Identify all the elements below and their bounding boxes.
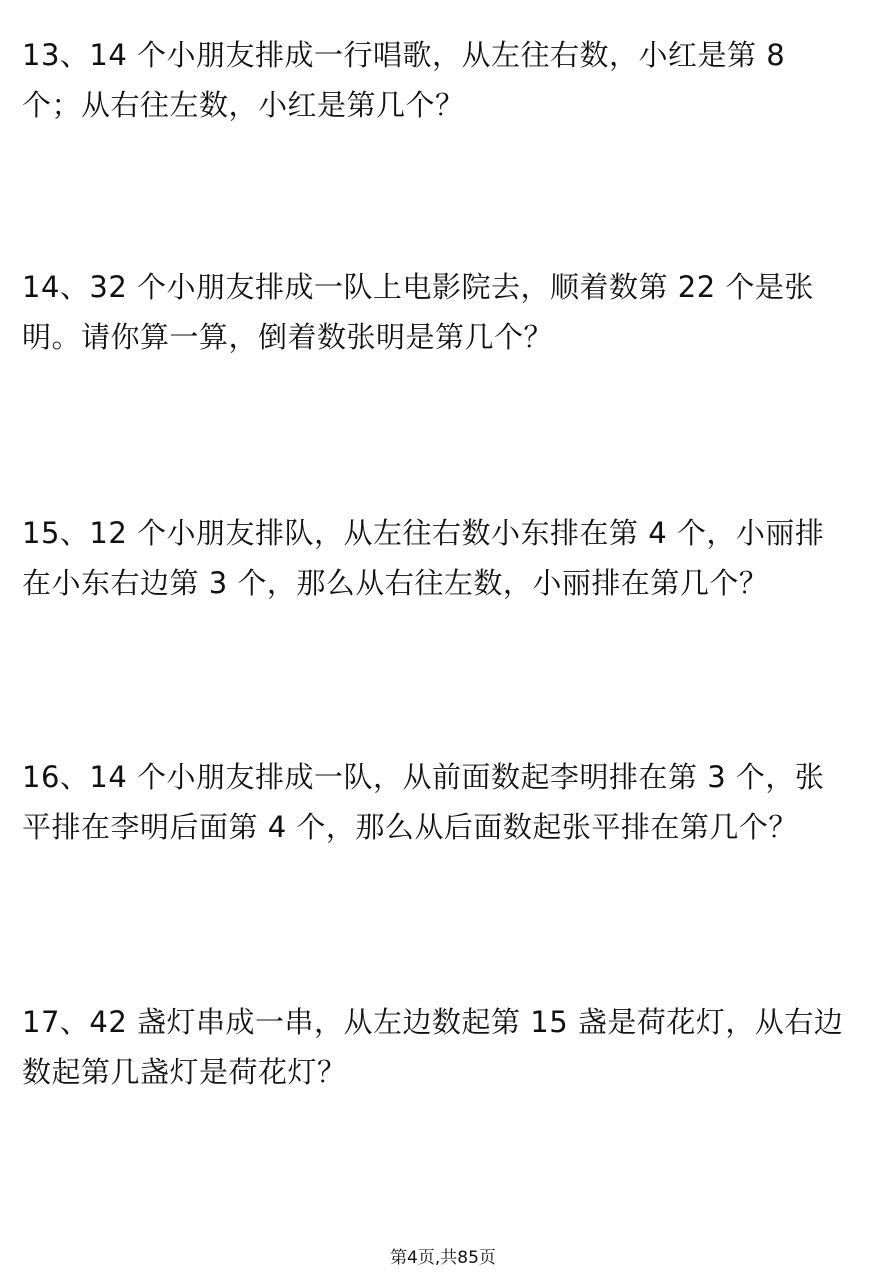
- question-13: 13、14 个小朋友排成一行唱歌，从左往右数，小红是第 8 个；从右往左数，小红是第几个？: [22, 38, 786, 122]
- question-16: 16、14 个小朋友排成一队，从前面数起李明排在第 3 个，张平排在李明后面第 4 个，那么从后面数起张平排在第几个？: [22, 760, 825, 844]
- page-number-footer: 第4页,共85页: [390, 1248, 496, 1268]
- question-17: 17、42 盏灯串成一串，从左边数起第 15 盏是荷花灯，从右边数起第几盏灯是荷花灯？: [22, 1005, 844, 1089]
- question-15: 15、12 个小朋友排队，从左往右数小东排在第 4 个，小丽排在小东右边第 3 个，那么从右往左数，小丽排在第几个？: [22, 516, 825, 600]
- question-14: 14、32 个小朋友排成一队上电影院去，顺着数第 22 个是张明。请你算一算，倒着数张明是第几个？: [22, 270, 814, 354]
